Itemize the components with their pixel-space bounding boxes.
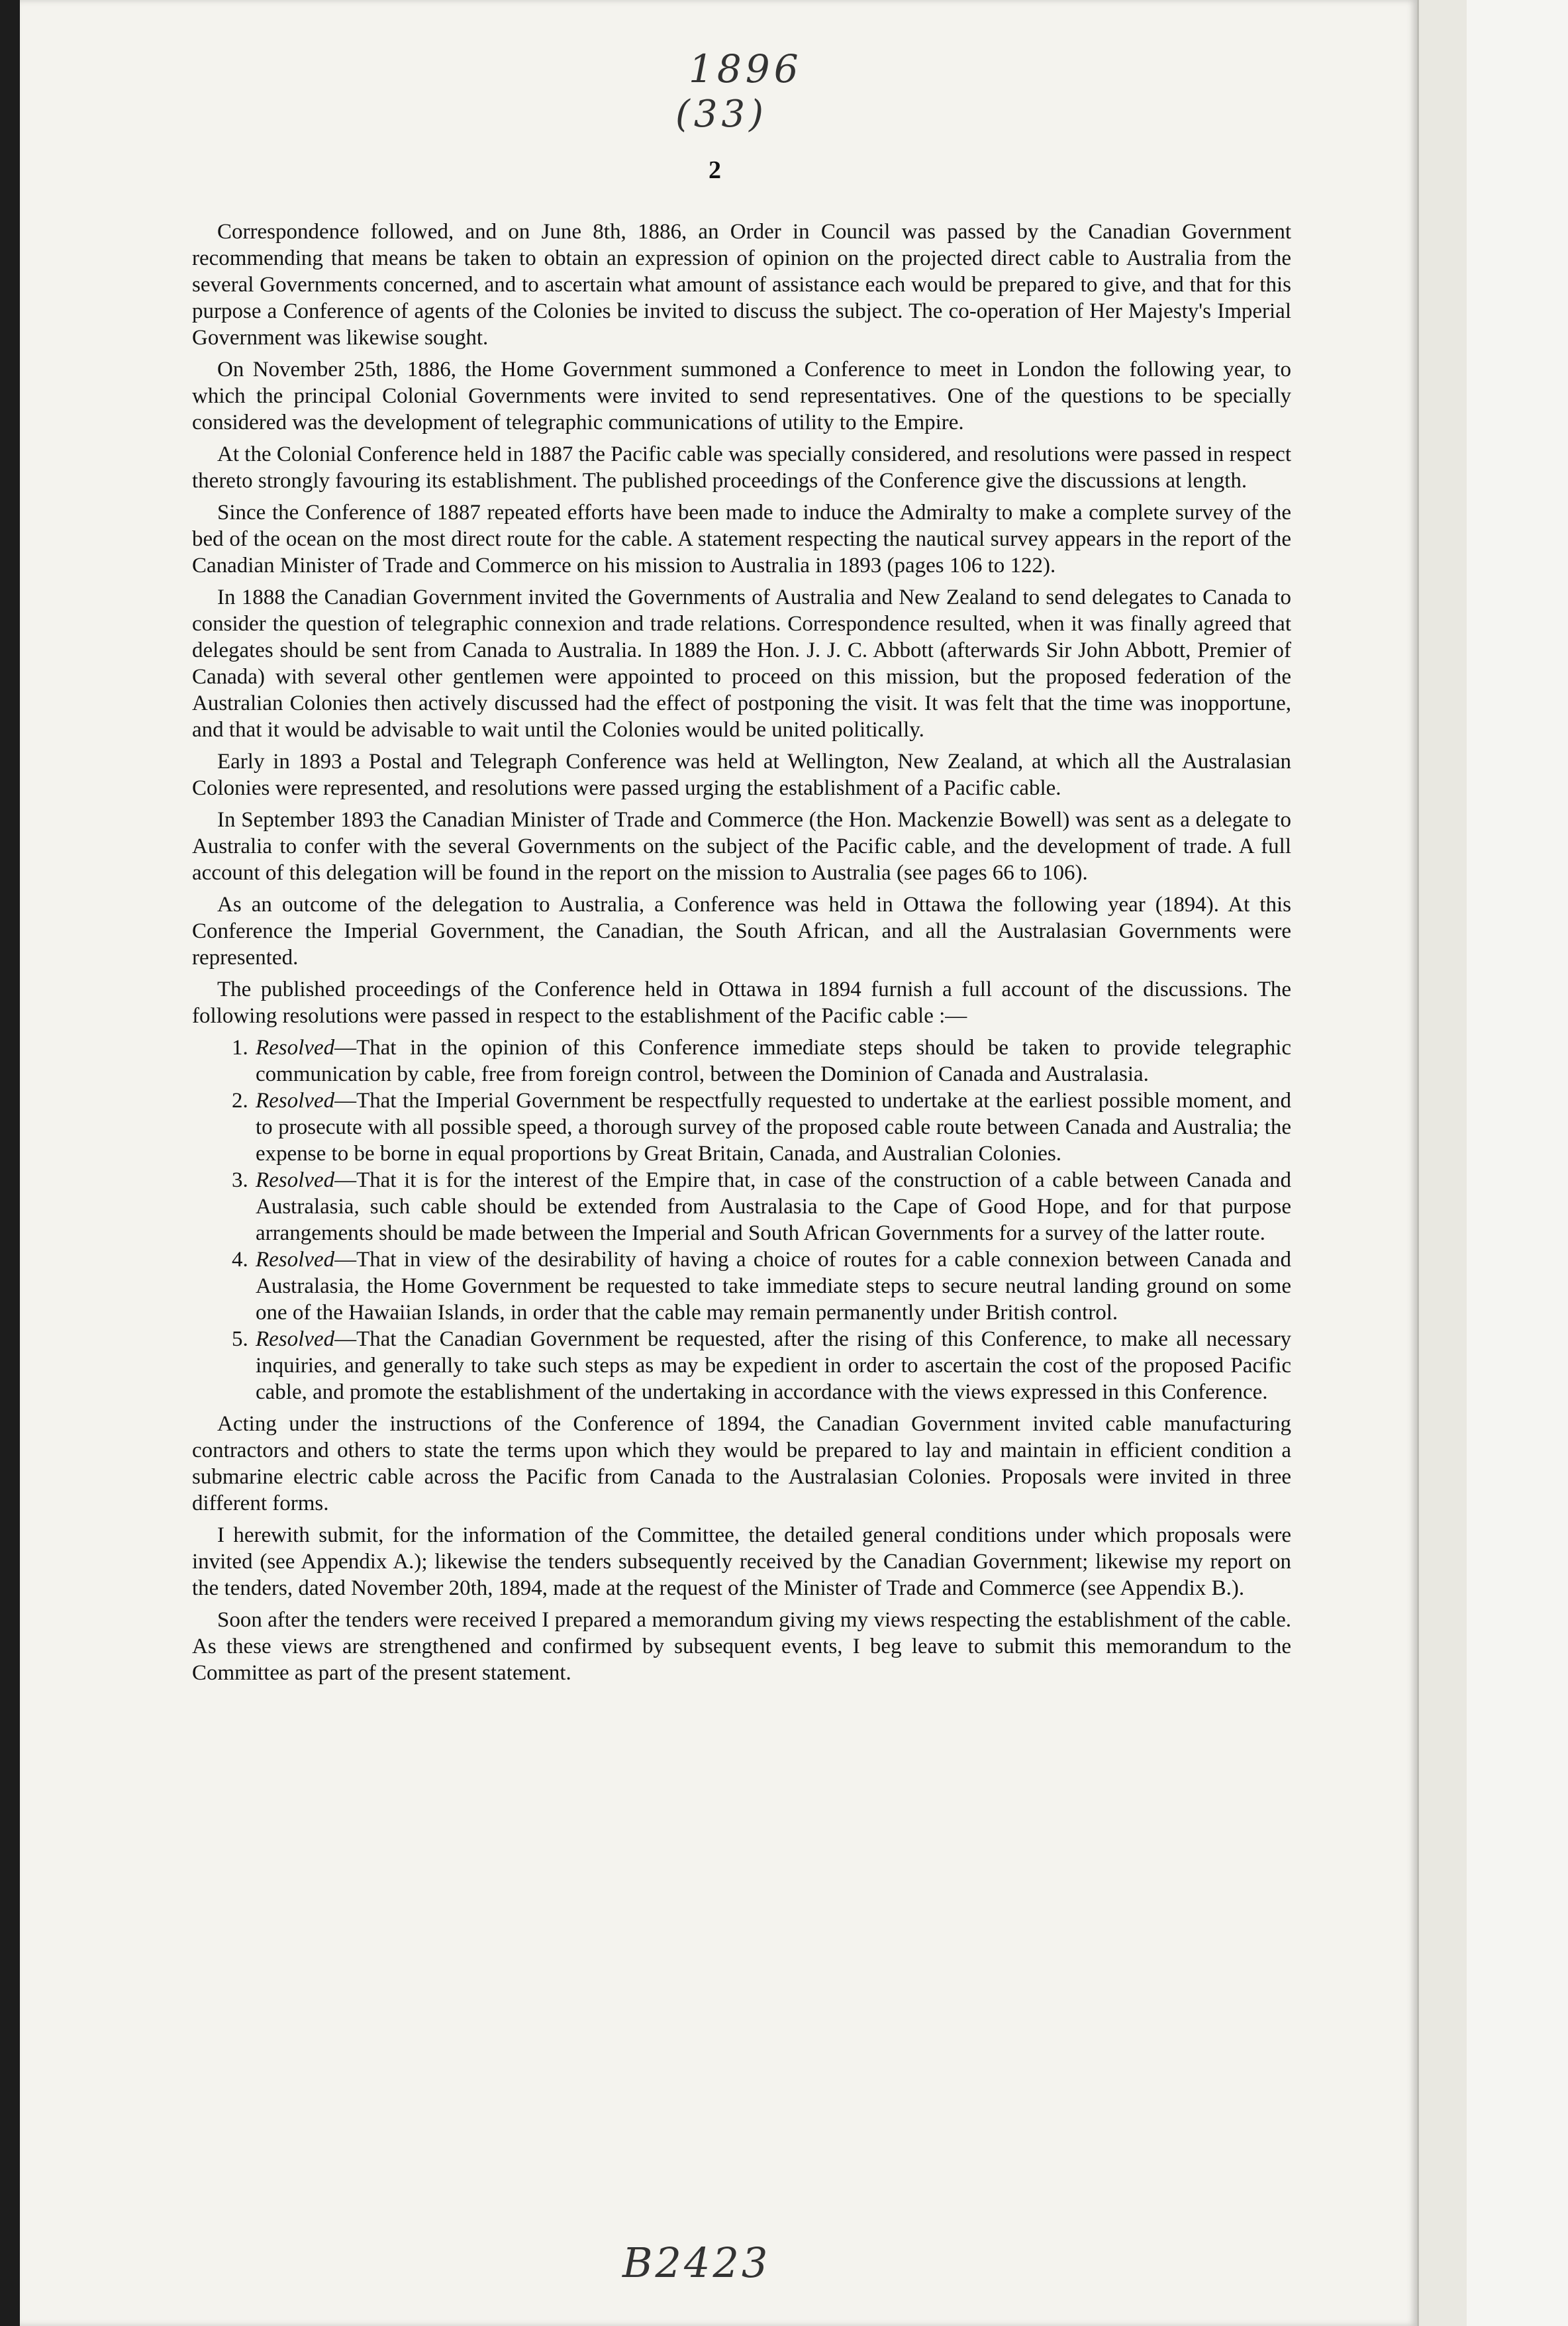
resolution-item [192,1035,1291,1087]
resolution-lead: Resolved [256,1248,335,1272]
page-number: 2 [709,156,721,184]
paragraph: Early in 1893 a Postal and Telegraph Conference was held at Wellington, New Zealand, at which all the Australasian Colonies were represented, and resolutions were passed urging the establishment of a Pacific cable. [192,750,1291,800]
resolution-lead: Resolved [256,1327,335,1351]
paragraph: The published proceedings of the Conference held in Ottawa in 1894 furnish a full account of the discussions. The following resolutions were passed in respect to the establishment of the Pacific cable :— [192,978,1291,1028]
resolution-text: —That in view of the desirability of having a choice of routes for a cable connexion between Canada and Australasia, the Home Government be requested to take immediate steps to secure neutral landing ground on some one of the Hawaiian Islands, in order that the cable may remain permanently under British control. [256,1248,1291,1325]
resolution-text: —That the Imperial Government be respectfully requested to undertake at the earliest possible moment, and to prosecute with all possible speed, a thorough survey of the proposed cable route between Canada and Australia; the expense to be borne in equal proportions by Great Britain, Canada, and Australian Colonies. [256,1089,1291,1166]
resolution-number: 1. [232,1036,248,1060]
scan-margin [1467,0,1568,2326]
paragraph: In 1888 the Canadian Government invited the Governments of Australia and New Zealand to send delegates to Canada to consider the question of telegraphic connexion and trade relations. Correspondence resulted, when it was finally agreed that delegates should be sent from Canada to Australia. In 1889 the Hon. J. J. C. Abbott (afterwards Sir John Abbott, Premier of Canada) with several other gentlemen were appointed to proceed on this mission, but the proposed federation of the Australian Colonies then actively discussed had the effect of postponing the visit. It was felt that the time was inopportune, and that it would be advisable to wait until the Colonies would be united politically. [192,585,1291,742]
paragraph: Since the Conference of 1887 repeated efforts have been made to induce the Admiralty to make a complete survey of the bed of the ocean on the most direct route for the cable. A statement respecting the nautical survey appears in the report of the Canadian Minister of Trade and Commerce on his mission to Australia in 1893 (pages 106 to 122). [192,501,1291,578]
paragraph: As an outcome of the delegation to Australia, a Conference was held in Ottawa the following year (1894). At this Conference the Imperial Government, the Canadian, the South African, and all the Australasian Governments were represented. [192,893,1291,970]
paragraph: In September 1893 the Canadian Minister of Trade and Commerce (the Hon. Mackenzie Bowell) was sent as a delegate to Australia to confer with the several Governments on the subject of the Pacific cable, and the development of trade. A full account of this delegation will be found in the report on the mission to Australia (see pages 66 to 106). [192,808,1291,885]
paragraph: On November 25th, 1886, the Home Government summoned a Conference to meet in London the following year, to which the principal Colonial Governments were invited to send representatives. One of the questions to be specially considered was the development of telegraphic communications of utility to the Empire. [192,358,1291,434]
paragraph: I herewith submit, for the information of the Committee, the detailed general conditions under which proposals were invited (see Appendix A.); likewise the tenders subsequently received by the Canadian Government; likewise my report on the tenders, dated November 20th, 1894, made at the request of the Minister of Trade and Commerce (see Appendix B.). [192,1523,1291,1600]
resolution-text: —That it is for the interest of the Empire that, in case of the construction of a cable between Canada and Australasia, such cable should be extended from Australasia to the Cape of Good Hope, and for that purpose arrangements should be made between the Imperial and South African Governments for a survey of the latter route. [256,1168,1291,1245]
resolution-lead: Resolved [256,1036,335,1060]
handwritten-reference: B2423 [622,2239,771,2287]
handwritten-year: 1896 [689,46,803,91]
resolution-number: 3. [232,1168,248,1192]
resolution-item [192,1087,1291,1167]
paragraph: Correspondence followed, and on June 8th, 1886, an Order in Council was passed by the Canadian Government recommending that means be taken to obtain an expression of opinion on the projected direct cable to Australia from the several Governments concerned, and to ascertain what amount of assistance each would be prepared to give, and that for this purpose a Conference of agents of the Colonies be invited to discuss the subject. The co-operation of Her Majesty's Imperial Government was likewise sought. [192,220,1291,350]
resolution-item [192,1246,1291,1326]
resolution-number: 4. [232,1248,248,1272]
resolution-item [192,1167,1291,1246]
paragraph: Acting under the instructions of the Conference of 1894, the Canadian Government invited cable manufacturing contractors and others to state the terms upon which they would be prepared to lay and maintain in efficient condition a submarine electric cable across the Pacific from Canada to the Australasian Colonies. Proposals were invited in three different forms. [192,1412,1291,1515]
resolution-item [192,1326,1291,1405]
resolution-number: 5. [232,1327,248,1351]
handwritten-number: (33) [675,93,767,136]
resolution-text: —That in the opinion of this Conference immediate steps should be taken to provide telegraphic communication by cable, free from foreign control, between the Dominion of Canada and Australasia. [256,1036,1291,1086]
resolution-number: 2. [232,1089,248,1113]
resolutions-list [192,1035,1291,1405]
resolution-lead: Resolved [256,1168,335,1192]
adjacent-page-strip [1417,0,1469,2326]
paragraph: Soon after the tenders were received I prepared a memorandum giving my views respecting the establishment of the cable. As these views are strengthened and confirmed by subsequent events, I beg leave to submit this memorandum to the Committee as part of the present statement. [192,1608,1291,1685]
resolution-text: —That the Canadian Government be requested, after the rising of this Conference, to make all necessary inquiries, and generally to take such steps as may be expedient in order to ascertain the cost of the proposed Pacific cable, and promote the establishment of the undertaking in accordance with the views expressed in this Conference. [256,1327,1291,1404]
resolution-lead: Resolved [256,1089,335,1113]
paragraph: At the Colonial Conference held in 1887 the Pacific cable was specially considered, and resolutions were passed in respect thereto strongly favouring its establishment. The published proceedings of the Conference give the discussions at length. [192,442,1291,493]
document-body [192,219,1291,1692]
